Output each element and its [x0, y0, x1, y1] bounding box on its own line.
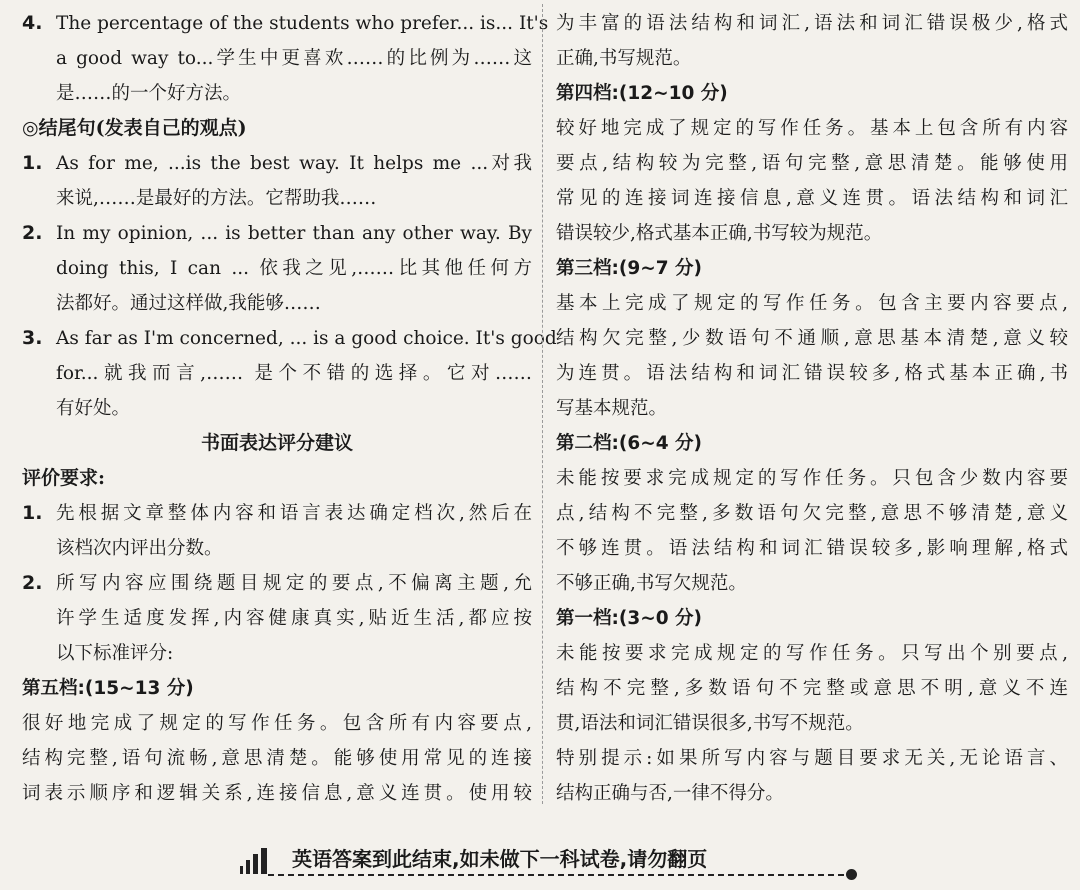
item-line: for...就我而言,…… 是个不错的选择。它对……: [56, 363, 532, 384]
tier-3-title: 第三档:(9~7 分): [556, 258, 702, 279]
column-divider: [542, 4, 543, 804]
tier-2-body: [556, 461, 1068, 601]
tier-line: 为丰富的语法结构和词汇,语法和词汇错误极少,格式: [556, 13, 1068, 34]
tier-line: 错误较少,格式基本正确,书写较为规范。: [556, 223, 883, 244]
requirement-item-1: [22, 496, 532, 566]
note-line: 结构正确与否,一律不得分。: [556, 783, 784, 804]
tier-4-title: 第四档:(12~10 分): [556, 83, 728, 104]
tier-line: 结构欠完整,少数语句不通顺,意思基本清楚,意义较: [556, 328, 1068, 349]
tier-line: 结构不完整,多数语句不完整或意思不明,意义不连: [556, 678, 1068, 699]
tier-line: 未能按要求完成规定的写作任务。只包含少数内容要: [556, 468, 1068, 489]
tier-4-body: [556, 111, 1068, 251]
conclusion-item-2: [22, 216, 532, 321]
tier-line: 为连贯。语法结构和词汇错误较多,格式基本正确,书: [556, 363, 1068, 384]
tier-5-body: [22, 706, 532, 811]
item-line: 有好处。: [56, 398, 131, 419]
tier-line: 基本上完成了规定的写作任务。包含主要内容要点,: [556, 293, 1068, 314]
footer-text: 英语答案到此结束,如未做下一科试卷,请勿翻页: [292, 847, 708, 871]
evaluation-heading: 评价要求:: [22, 467, 106, 489]
item-number: 2.: [22, 572, 43, 594]
tier-line: 正确,书写规范。: [556, 48, 692, 69]
item-line: 许学生适度发挥,内容健康真实,贴近生活,都应按: [56, 608, 532, 629]
conclusion-item-3: [22, 321, 557, 426]
tier-2-title: 第二档:(6~4 分): [556, 433, 702, 454]
tier-1-body: [556, 636, 1068, 741]
end-of-section-footer: [240, 838, 860, 878]
item-line: 所写内容应围绕题目规定的要点,不偏离主题,允: [56, 573, 532, 594]
item-line: 是……的一个好方法。: [56, 83, 242, 104]
item-line: doing this, I can ... 依我之见,……比其他任何方: [56, 258, 532, 279]
note-line: 特别提示:如果所写内容与题目要求无关,无论语言、: [556, 748, 1068, 769]
item-number: 1.: [22, 152, 43, 174]
tier-line: 未能按要求完成规定的写作任务。只写出个别要点,: [556, 643, 1068, 664]
item-line: As for me, ...is the best way. It helps me ...对我: [56, 153, 532, 174]
footer-end-dot: [846, 869, 857, 880]
footer-dashed-line: [268, 874, 854, 876]
tier-line: 写基本规范。: [556, 398, 668, 419]
item-number: 4.: [22, 12, 43, 34]
phrase-item-4: [22, 6, 549, 111]
tier-line: 贯,语法和词汇错误很多,书写不规范。: [556, 713, 864, 734]
tier-line: 点,结构不完整,多数语句欠完整,意思不够清楚,意义: [556, 503, 1068, 524]
item-line: a good way to...学生中更喜欢……的比例为……这: [56, 48, 532, 69]
tier-3-body: [556, 286, 1068, 426]
tier-line: 不够正确,书写欠规范。: [556, 573, 747, 594]
item-line: 来说,……是最好的方法。它帮助我……: [56, 188, 377, 209]
tier-5-title: 第五档:(15~13 分): [22, 678, 194, 699]
item-number: 2.: [22, 222, 43, 244]
tier-1-title: 第一档:(3~0 分): [556, 608, 702, 629]
item-line: 先根据文章整体内容和语言表达确定档次,然后在: [56, 503, 532, 524]
conclusion-item-1: [22, 146, 532, 216]
tier-line: 结构完整,语句流畅,意思清楚。能够使用常见的连接: [22, 748, 532, 769]
left-column: [22, 6, 557, 811]
signal-bars-icon: [240, 848, 268, 874]
special-note: [556, 741, 1068, 811]
item-number: 1.: [22, 502, 43, 524]
tier-line: 常见的连接词连接信息,意义连贯。语法结构和词汇: [556, 188, 1068, 209]
item-line: The percentage of the students who prefer... is... It's: [56, 13, 549, 34]
item-line: In my opinion, ... is better than any other way. By: [56, 223, 532, 244]
item-number: 3.: [22, 327, 43, 349]
tier-line: 词表示顺序和逻辑关系,连接信息,意义连贯。使用较: [22, 783, 532, 804]
tier-line: 不够连贯。语法结构和词汇错误较多,影响理解,格式: [556, 538, 1068, 559]
item-line: As far as I'm concerned, ... is a good choice. It's good: [56, 328, 557, 349]
item-line: 该档次内评出分数。: [56, 538, 223, 559]
right-column: [556, 6, 1068, 811]
tier-line: 较好地完成了规定的写作任务。基本上包含所有内容: [556, 118, 1068, 139]
tier-line: 很好地完成了规定的写作任务。包含所有内容要点,: [22, 713, 532, 734]
tier-5-continued: [556, 6, 1068, 76]
tier-line: 要点,结构较为完整,语句完整,意思清楚。能够使用: [556, 153, 1068, 174]
conclusion-heading: ◎结尾句(发表自己的观点): [22, 117, 247, 139]
requirement-item-2: [22, 566, 532, 671]
item-line: 以下标准评分:: [56, 643, 174, 664]
item-line: 法都好。通过这样做,我能够……: [56, 293, 321, 314]
scoring-title: 书面表达评分建议: [200, 432, 353, 454]
